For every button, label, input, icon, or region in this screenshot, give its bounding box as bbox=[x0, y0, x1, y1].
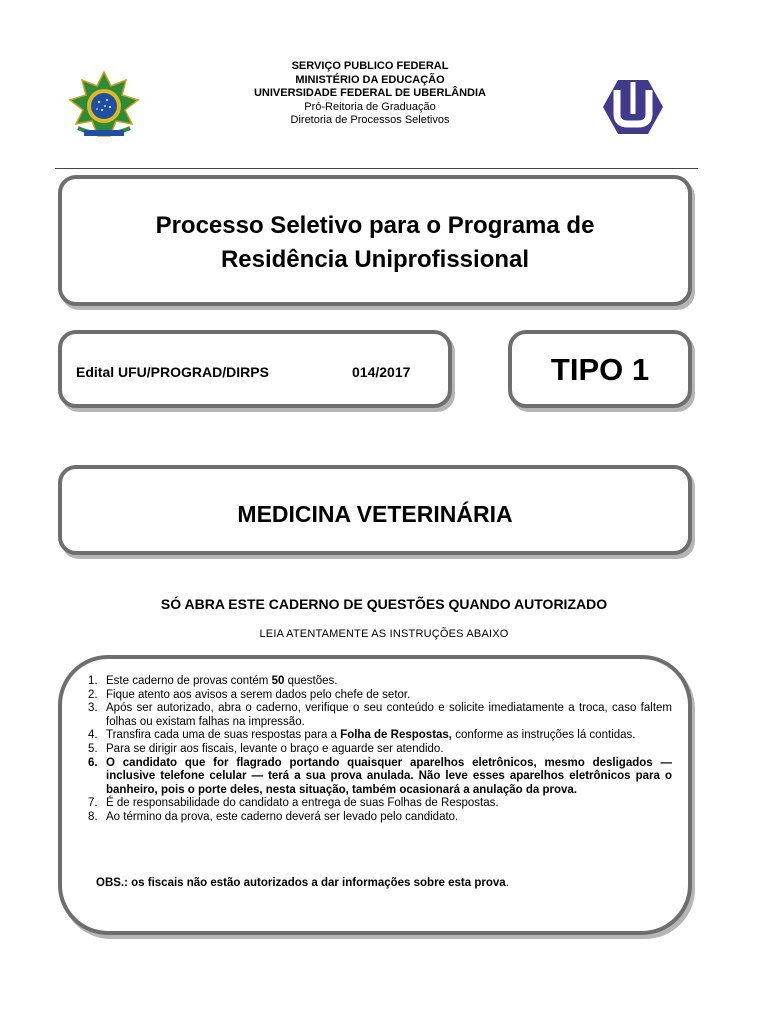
tipo-box bbox=[508, 330, 692, 408]
observation-note bbox=[96, 877, 509, 889]
instruction-item bbox=[88, 702, 672, 729]
answer-sheet-term: Folha de Respostas, bbox=[340, 729, 453, 742]
header-line-universidade: UNIVERSIDADE FEDERAL DE UBERLÂNDIA bbox=[253, 87, 487, 99]
instruction-number: 4. bbox=[88, 729, 98, 742]
instruction-text: Após ser autorizado, abra o caderno, verifique o seu conteúdo e solicite imediatamente a troca, caso faltem folhas ou existam falhas na impressão. bbox=[106, 702, 672, 728]
instruction-text: conforme as instruções lá contidas. bbox=[452, 729, 636, 742]
instruction-text: Transfira cada uma de suas respostas para a bbox=[106, 729, 341, 742]
edital-box bbox=[58, 330, 452, 408]
exam-title bbox=[62, 209, 688, 277]
instruction-text: Fique atento aos avisos a serem dados pelo chefe de setor. bbox=[106, 688, 411, 701]
ufu-logo-icon bbox=[602, 78, 664, 136]
brazil-coat-of-arms-icon bbox=[66, 70, 142, 142]
read-instructions-notice: LEIA ATENTAMENTE AS INSTRUÇÕES ABAIXO bbox=[259, 628, 509, 640]
course-box bbox=[58, 465, 692, 555]
instruction-text: Para se dirigir aos fiscais, levante o braço e aguarde ser atendido. bbox=[106, 742, 444, 755]
instruction-number: 8. bbox=[88, 810, 98, 823]
instruction-number: 1. bbox=[88, 675, 98, 687]
instruction-number: 5. bbox=[88, 742, 98, 755]
header-line-pro-reitoria: Pró-Reitoria de Graduação bbox=[304, 100, 436, 113]
header-line-diretoria: Diretoria de Processos Seletivos bbox=[290, 114, 450, 126]
header-line-servico: SERVIÇO PUBLICO FEDERAL bbox=[291, 60, 449, 72]
course-name: MEDICINA VETERINÁRIA bbox=[237, 501, 513, 527]
exam-title-line-2: Residência Uniprofissional bbox=[220, 246, 530, 273]
instruction-item-electronics-warning bbox=[88, 757, 672, 798]
header-line-ministerio: MINISTÉRIO DA EDUCAÇÃO bbox=[295, 73, 445, 86]
open-warning: SÓ ABRA ESTE CADERNO DE QUESTÕES QUANDO AUTORIZADO bbox=[160, 596, 608, 612]
instruction-item bbox=[88, 675, 672, 689]
instruction-number: 2. bbox=[88, 688, 98, 701]
instruction-text: É de responsabilidade do candidato a entrega de suas Folhas de Respostas. bbox=[106, 797, 499, 810]
exam-title-line-1: Processo Seletivo para o Programa de bbox=[155, 212, 595, 239]
observation-period: . bbox=[505, 877, 509, 889]
instruction-number: 6. bbox=[88, 756, 98, 769]
instruction-item bbox=[88, 729, 672, 743]
instruction-number: 3. bbox=[88, 702, 98, 715]
instructions-list bbox=[88, 675, 672, 825]
instruction-text: Ao término da prova, este caderno deverá ser levado pelo candidato. bbox=[106, 810, 459, 823]
exam-type: TIPO 1 bbox=[550, 352, 650, 387]
instruction-text: questões. bbox=[284, 675, 338, 687]
header-divider bbox=[55, 168, 698, 169]
instruction-item bbox=[88, 689, 672, 703]
instructions-box bbox=[58, 655, 692, 935]
instruction-number: 7. bbox=[88, 797, 98, 810]
institution-header bbox=[200, 60, 540, 128]
edital-label: Edital UFU/PROGRAD/DIRPS bbox=[76, 364, 269, 380]
edital-number: 014/2017 bbox=[352, 364, 411, 380]
instruction-item bbox=[88, 797, 672, 811]
instruction-text: O candidato que for flagrado portando quaisquer aparelhos eletrônicos, mesmo desligados — inclusive telefone celular — terá a sua prova anulada. Não leve esses aparelhos eletrônicos para o banheiro, pois o porte deles, nesta situação, também ocasionará a anulação da prova. bbox=[106, 756, 672, 796]
instruction-item bbox=[88, 743, 672, 757]
question-count: 50 bbox=[271, 675, 285, 687]
observation-text: OBS.: os fiscais não estão autorizados a dar informações sobre esta prova bbox=[96, 877, 506, 889]
instruction-item bbox=[88, 811, 672, 825]
title-box bbox=[58, 175, 692, 306]
instruction-text: Este caderno de provas contém bbox=[106, 675, 272, 687]
